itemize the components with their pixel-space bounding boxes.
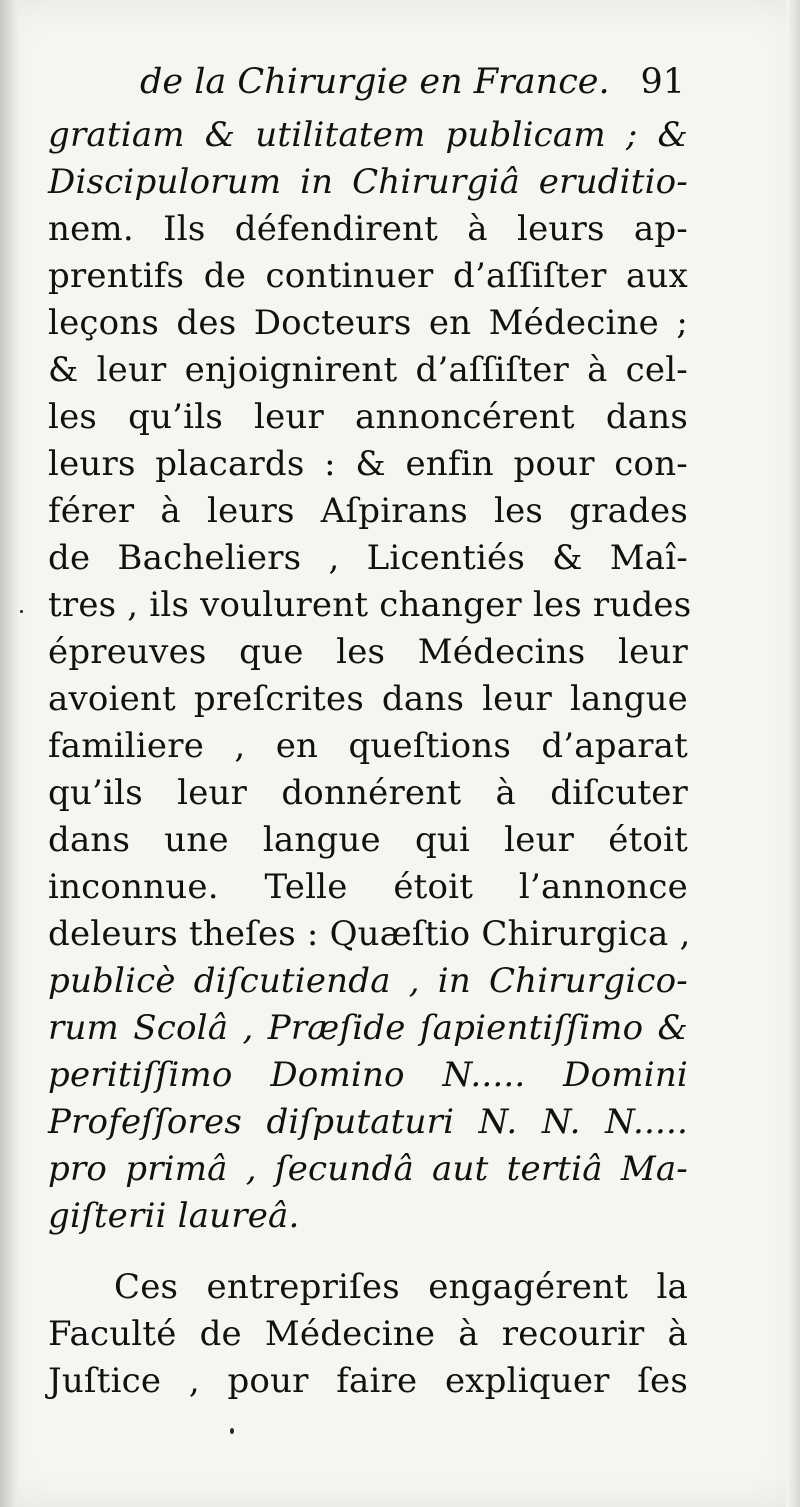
text-line: gratiam & utilitatem publicam ; &	[48, 115, 688, 155]
text-line: pro primâ , ſecundâ aut tertiâ Ma-	[48, 1149, 688, 1189]
text-line: avoient preſcrites dans leur langue	[48, 679, 688, 719]
text-line: & leur enjoignirent d’aſſiſter à cel-	[48, 350, 688, 390]
paragraph-gap	[48, 1240, 688, 1264]
text-line: épreuves que les Médecins leur	[48, 632, 688, 672]
text-line: prentifs de continuer d’aſſiſter aux	[48, 256, 688, 296]
text-line: Faculté de Médecine à recourir à	[48, 1314, 688, 1354]
text-line: peritiſſimo Domino N..... Domini	[48, 1055, 688, 1095]
page-edge-shadow	[786, 0, 800, 1507]
text-line: Profeſſores diſputaturi N. N. N.....	[48, 1102, 688, 1142]
text-line: Discipulorum in Chirurgiâ eruditio-	[48, 162, 688, 202]
text-line: Ces entrepriſes engagérent la	[114, 1267, 688, 1307]
body-text	[48, 112, 692, 1405]
text-line: deleurs theſes : Quæſtio Chirurgica ,	[48, 914, 691, 954]
text-line: tres , ils voulurent changer les rudes	[48, 585, 692, 625]
text-line: qu’ils leur donnérent à diſcuter	[48, 773, 688, 813]
text-line: leçons des Docteurs en Médecine ;	[48, 303, 688, 343]
text-line: inconnue. Telle étoit l’annonce	[48, 867, 688, 907]
text-line: publicè diſcutienda , in Chirurgico-	[48, 961, 688, 1001]
text-line: leurs placards : & enfin pour con-	[48, 444, 688, 484]
text-line: familiere , en queſtions d’aparat	[48, 726, 688, 766]
page-number: 91	[640, 62, 685, 102]
ink-speck	[20, 610, 23, 613]
text-line: dans une langue qui leur étoit	[48, 820, 688, 860]
text-line: nem. Ils défendirent à leurs ap-	[48, 209, 688, 249]
ink-speck	[230, 1428, 234, 1434]
text-line: giſterii laureâ.	[48, 1196, 300, 1236]
text-line: Juſtice , pour faire expliquer ſes	[48, 1361, 688, 1401]
text-line: les qu’ils leur annoncérent dans	[48, 397, 688, 437]
page-header	[140, 62, 685, 112]
text-line: rum Scolâ , Præſide ſapientiſſimo &	[48, 1008, 688, 1048]
text-line: férer à leurs Aſpirans les grades	[48, 491, 688, 531]
running-title: de la Chirurgie en France.	[140, 62, 610, 102]
text-line: de Bacheliers , Licentiés & Maî-	[48, 538, 688, 578]
page-gutter-shadow	[0, 0, 18, 1507]
